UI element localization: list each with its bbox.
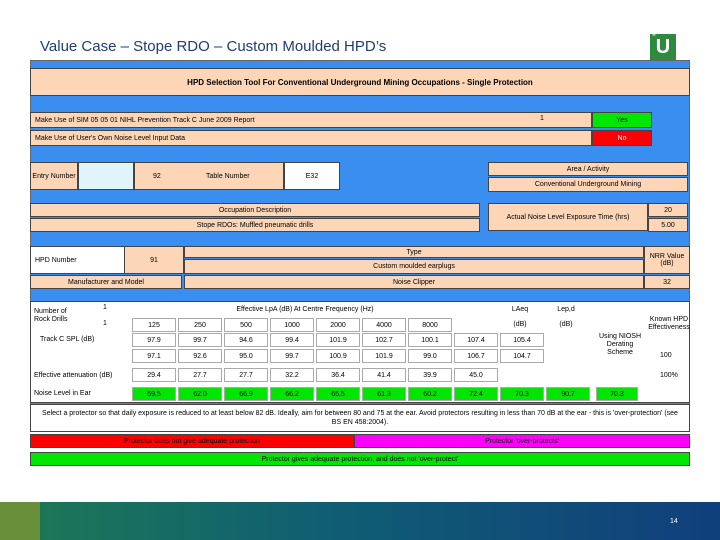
ear-noise-cell: 65.5: [316, 387, 360, 401]
laeq-unit: (dB): [513, 320, 527, 328]
ear-noise-cell: 90.7: [546, 387, 590, 401]
entry-number-input[interactable]: [78, 162, 134, 190]
attenuation-cell: 27.7: [178, 368, 222, 382]
niosh-label: Using NIOSH Derating Scheme: [598, 333, 641, 356]
track-c-cell: 107.4: [454, 333, 498, 347]
track-c-cell: 100.1: [408, 333, 452, 347]
ear-noise-cell: 72.4: [454, 387, 498, 401]
page-number: 14: [670, 518, 678, 525]
ear-noise-cell: 70.3: [500, 387, 544, 401]
attenuation-cell: 29.4: [132, 368, 176, 382]
advice-text: Select a protector so that daily exposure is reduced to at least below 82 dB. Ideally, aim for between 80 and 75 at the ear. Avoid protectors resulting in less than 70 dB at the ear - this is 'over-protection' (see BS EN 458:2004).: [30, 404, 690, 432]
attenuation-cell: 39.9: [408, 368, 452, 382]
entry-number-label: Entry Number: [30, 162, 78, 190]
track-c-cell: 101.9: [316, 333, 360, 347]
ear-noise-cell: 61.3: [362, 387, 406, 401]
frequency-cell: 250: [178, 318, 222, 332]
rock-drills-value-1: 1: [103, 304, 107, 311]
track-c-2-cell: 97.1: [132, 349, 176, 363]
entry-number-value: 92: [153, 173, 161, 180]
lepd-label: Lep,d: [557, 305, 575, 313]
table-number-label: Table Number: [206, 173, 250, 180]
occupation-value[interactable]: Stope RDOs: Muffled pneumatic drills: [30, 218, 480, 232]
frequency-cell: 1000: [270, 318, 314, 332]
track-c-2-cell: 100.9: [316, 349, 360, 363]
attenuation-cell: 32.2: [270, 368, 314, 382]
ear-noise-cell: 66.2: [270, 387, 314, 401]
ear-noise-cell: 62.0: [178, 387, 222, 401]
table-number-value[interactable]: E32: [284, 162, 340, 190]
track-c-cell: 105.4: [500, 333, 544, 347]
track-c-2-cell: 99.7: [270, 349, 314, 363]
legend-over-protects: Protector 'over-protects': [354, 434, 690, 448]
frequency-cell: 8000: [408, 318, 452, 332]
track-c-2-cell: 106.7: [454, 349, 498, 363]
laeq-label: LAeq: [511, 305, 529, 313]
exposure-time-value-2[interactable]: 5.00: [648, 218, 688, 232]
attenuation-cell: 41.4: [362, 368, 406, 382]
ear-noise-cell: 66.9: [224, 387, 268, 401]
lepd-unit: (dB): [559, 320, 573, 328]
track-c-cell: 97.9: [132, 333, 176, 347]
spl-table: [30, 301, 690, 403]
manufacturer-value[interactable]: Noise Clipper: [184, 275, 644, 289]
attenuation-cell: 27.7: [224, 368, 268, 382]
sim-yes-badge[interactable]: Yes: [592, 112, 652, 128]
track-c-cell: 99.4: [270, 333, 314, 347]
legend-adequate: Protector gives adequate protection, and does not 'over-protect': [30, 452, 690, 466]
sim-option-label: Make Use of SIM 05 05 01 NIHL Prevention Track C June 2009 Report: [30, 112, 592, 128]
exposure-time-label: Actual Noise Level Exposure Time (hrs): [488, 203, 648, 231]
hpd-number-value[interactable]: 91: [124, 246, 184, 274]
legend-inadequate: Protector does not give adequate protection: [30, 434, 354, 448]
attenuation-cell: 36.4: [316, 368, 360, 382]
attenuation-pct: 100%: [660, 372, 678, 379]
footer-band: [0, 502, 720, 540]
track-c-2-cell: 95.0: [224, 349, 268, 363]
user-data-option-label: Make Use of User's Own Noise Level Input Data: [30, 130, 592, 146]
tool-header: HPD Selection Tool For Conventional Underground Mining Occupations - Single Protection: [30, 68, 690, 96]
frequency-header: Effective LpA (dB) At Centre Frequency (Hz): [236, 305, 374, 313]
sim-option-value[interactable]: 1: [540, 115, 544, 122]
user-data-no-badge[interactable]: No: [592, 130, 652, 146]
ear-noise-label: Noise Level in Ear: [34, 390, 91, 397]
nrr-value-label: NRR Value (dB): [644, 246, 690, 274]
track-c-2-cell: 99.0: [408, 349, 452, 363]
rock-drills-value-2: 1: [103, 320, 107, 327]
area-activity-label: Area / Activity: [488, 162, 688, 176]
company-logo: ® U: [650, 34, 676, 60]
area-activity-value[interactable]: Conventional Underground Mining: [488, 177, 688, 192]
frequency-cell: 2000: [316, 318, 360, 332]
known-hpd-value: 100: [660, 352, 672, 359]
hpd-type-label: Type: [184, 246, 644, 258]
attenuation-label: Effective attenuation (dB): [34, 372, 113, 379]
ear-noise-cell: 59.5: [132, 387, 176, 401]
occupation-label: Occupation Description: [30, 203, 480, 217]
exposure-time-value-1[interactable]: 20: [648, 203, 688, 217]
ear-noise-cell: 60.2: [408, 387, 452, 401]
track-c-cell: 94.6: [224, 333, 268, 347]
track-c-cell: 102.7: [362, 333, 406, 347]
track-c-2-cell: 92.6: [178, 349, 222, 363]
rock-drills-label: Number of Rock Drills: [34, 308, 68, 323]
page-title: Value Case – Stope RDO – Custom Moulded HPD’s: [40, 38, 387, 55]
track-c-label: Track C SPL (dB): [40, 336, 95, 343]
manufacturer-label: Manufacturer and Model: [30, 275, 182, 289]
frequency-cell: 500: [224, 318, 268, 332]
attenuation-cell: 45.0: [454, 368, 498, 382]
frequency-cell: 125: [132, 318, 176, 332]
track-c-2-cell: 101.9: [362, 349, 406, 363]
ear-noise-cell: 70.3: [596, 387, 638, 401]
track-c-cell: 99.7: [178, 333, 222, 347]
hpd-type-value[interactable]: Custom moulded earplugs: [184, 259, 644, 274]
known-hpd-label: Known HPD Effectiveness: [648, 316, 690, 331]
track-c-2-cell: 104.7: [500, 349, 544, 363]
nrr-value[interactable]: 32: [644, 275, 690, 289]
hpd-number-label: HPD Number: [30, 246, 150, 274]
frequency-cell: 4000: [362, 318, 406, 332]
